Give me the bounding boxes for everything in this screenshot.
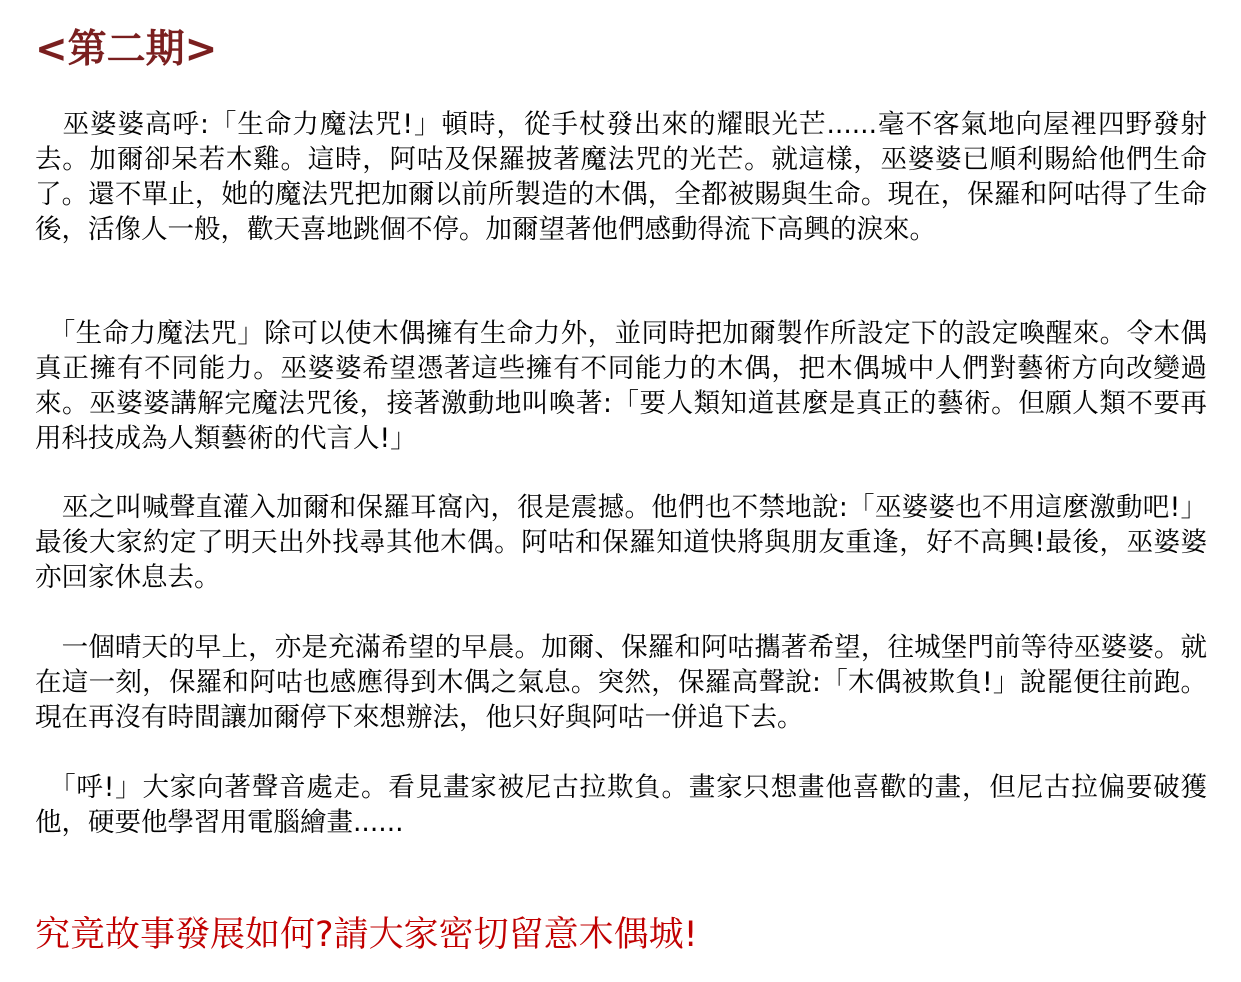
chapter-heading: <第二期>: [35, 27, 218, 72]
closing-teaser: 究竟故事發展如何?請大家密切留意木偶城!: [35, 915, 698, 955]
paragraph-4: 一個晴天的早上，亦是充滿希望的早晨。加爾、保羅和阿咕攜著希望，往城堡門前等待巫婆婆。就在這一刻，保羅和阿咕也感應得到木偶之氣息。突然，保羅高聲說:「木偶被欺負!」說罷便往前跑。現在再沒有時間讓加爾停下來想辦法，他只好與阿咕一併追下去。: [35, 632, 1207, 733]
paragraph-1: 巫婆婆高呼:「生命力魔法咒!」頓時，從手杖發出來的耀眼光芒......毫不客氣地向屋裡四野發射去。加爾卻呆若木雞。這時，阿咕及保羅披著魔法咒的光芒。就這樣，巫婆婆已順利賜給他們生命了。還不單止，她的魔法咒把加爾以前所製造的木偶，全都被賜與生命。現在，保羅和阿咕得了生命後，活像人一般，歡天喜地跳個不停。加爾望著他們感動得流下高興的淚來。: [35, 109, 1207, 245]
paragraph-5: 「呼!」大家向著聲音處走。看見畫家被尼古拉欺負。畫家只想畫他喜歡的畫，但尼古拉偏要破獲他，硬要他學習用電腦繪畫......: [35, 772, 1207, 838]
paragraph-2: 「生命力魔法咒」除可以使木偶擁有生命力外，並同時把加爾製作所設定下的設定喚醒來。令木偶真正擁有不同能力。巫婆婆希望憑著這些擁有不同能力的木偶，把木偶城中人們對藝術方向改變過來。巫婆婆講解完魔法咒後，接著激動地叫喚著:「要人類知道甚麼是真正的藝術。但願人類不要再用科技成為人類藝術的代言人!」: [35, 318, 1207, 454]
paragraph-3: 巫之叫喊聲直灌入加爾和保羅耳窩內，很是震撼。他們也不禁地說:「巫婆婆也不用這麼激動吧!」最後大家約定了明天出外找尋其他木偶。阿咕和保羅知道快將與朋友重逢，好不高興!最後，巫婆婆亦回家休息去。: [35, 492, 1207, 593]
